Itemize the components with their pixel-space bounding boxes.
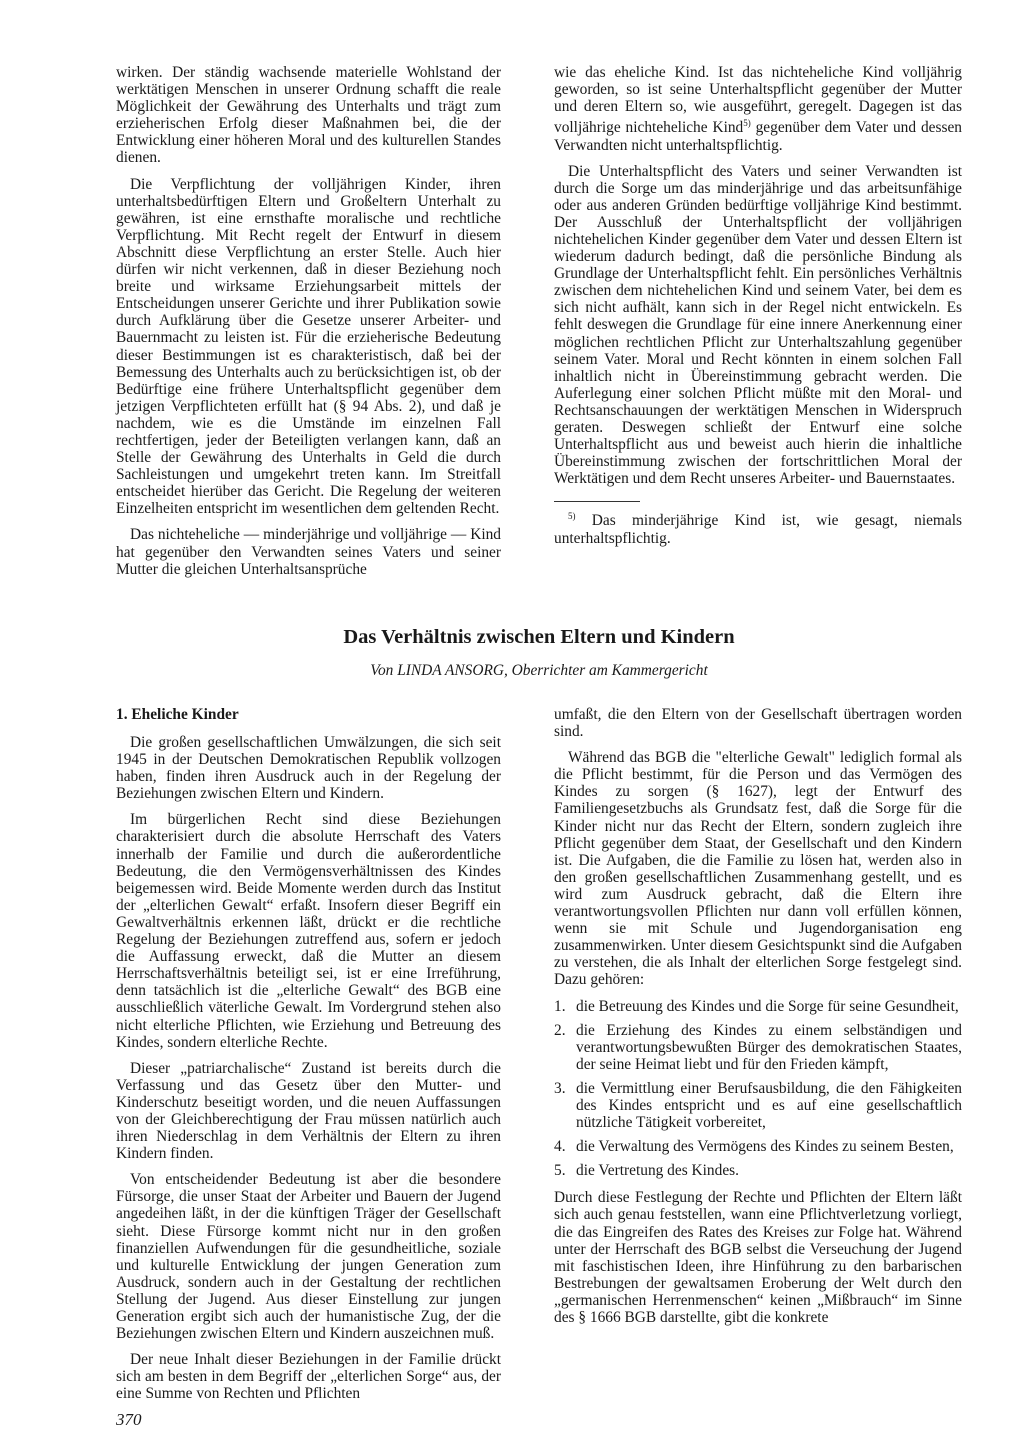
page-number: 370	[116, 1410, 142, 1429]
body-paragraph: wirken. Der ständig wachsende materielle Wohlstand der werktätigen Menschen in unserer Ordnung schafft die reale Möglichkeit der Gewährung des Unterhalts und trägt zum erzieherischen Erfolg dieser Maßnahmen bei, die der Entwicklung einer höheren Moral und des kulturellen Standes dienen.	[116, 64, 501, 167]
body-paragraph: Die großen gesellschaftlichen Umwälzungen, die sich seit 1945 in der Deutschen Demokratischen Republik vollzogen haben, finden ihren Ausdruck auch in der Regelung der Beziehungen zwischen Eltern und Kindern.	[116, 734, 501, 803]
footnote-mark: 5)	[568, 511, 576, 522]
list-item	[554, 1080, 962, 1131]
body-paragraph: Die Verpflichtung der volljährigen Kinder, ihren unterhaltsbedürftigen Eltern und Großeltern Unterhalt zu gewähren, ist eine ernsthafte moralische und rechtliche Verpflichtung. Mit Recht regelt der Entwurf in diesem Abschnitt diese Verpflichtung an erster Stelle. Auch hier dürfen wir nicht verkennen, daß in dieser Beziehung noch breite und wirksame Erziehungsarbeit mittels der Entscheidungen unserer Gerichte und ihrer Publikation sowie durch Aufklärung über die Gesetze unserer Arbeiter- und Bauernmacht zu leisten ist. Für die erzieherische Bedeutung dieser Bestimmungen ist es charakteristisch, daß bei der Bemessung des Unterhalts auch zu berücksichtigen ist, ob der Bedürftige eine frühere Unterhaltspflicht gegenüber dem jetzigen Verpflichteten erfüllt hat (§ 94 Abs. 2), und daß je nachdem, wie es die Umstände im einzelnen Fall rechtfertigen, jeder der Beteiligten verlangen kann, daß an Stelle der Gewährung des Unterhalts in Geld die durch Sachleistungen und umgekehrt treten kann. Im Streitfall entscheidet hierüber das Gericht. Die Regelung der weiteren Einzelheiten entspricht im wesentlichen dem geltenden Recht.	[116, 175, 501, 518]
footnote-text: Das minderjährige Kind ist, wie gesagt, niemals unterhaltspflichtig.	[554, 512, 962, 547]
duties-list	[554, 998, 962, 1180]
footnote-reference: 5)	[743, 118, 751, 129]
body-paragraph	[554, 64, 962, 154]
text-run: wie das eheliche Kind. Ist das nichteheliche Kind volljährig geworden, so ist seine Unterhaltspflicht gegenüber der Mutter und deren Eltern so, wie ausgeführt, geregelt. Dagegen ist das volljährige nichteheliche Kind	[554, 64, 962, 137]
body-paragraph: Durch diese Festlegung der Rechte und Pflichten der Eltern läßt sich auch genau feststellen, wann eine Pflichtverletzung vorliegt, die das Eingreifen des Rates des Kreises zur Folge hat. Während unter der Herrschaft des BGB selbst die Verseuchung der Jugend mit faschistischen Ideen, ihre Hinführung zu den barbarischen Bestrebungen der gewaltsamen Eroberung der Welt durch den „germanischen Herrenmenschen“ keinen „Mißbrauch“ im Sinne des § 1666 BGB darstellte, gibt die konkrete	[554, 1189, 962, 1326]
list-item	[554, 1022, 962, 1073]
list-text: die Verwaltung des Vermögens des Kindes zu seinem Besten,	[576, 1138, 954, 1156]
list-item	[554, 1162, 962, 1179]
list-text: die Vermittlung einer Berufsausbildung, die den Fähigkeiten des Kindes entspricht und es auf eine gesellschaftlich nützliche Tätigkeit vorbereitet,	[576, 1079, 962, 1132]
body-paragraph: Die Unterhaltspflicht des Vaters und seiner Verwandten ist durch die Sorge um das minderjährige und das arbeitsunfähige oder aus anderen Gründen bedürftige volljährige Kind bestimmt. Der Ausschluß der Unterhaltspflicht der volljährigen nichtehelichen Kinder gegenüber dem Vater und dessen Eltern ist wiederum dadurch bedingt, daß die persönliche Bindung als Grundlage der Unterhaltspflicht fehlt. Ein persönliches Verhältnis zwischen dem nichtehelichen Kind und seinem Vater, bei dem es sich nicht aufhält, kann sich in der Regel nicht entwickeln. Es fehlt deswegen die Grundlage für eine innere Anerkennung einer möglichen rechtlichen Pflicht zur Unterhaltszahlung gegenüber seinem Vater. Moral und Recht könnten in einem solchen Fall inhaltlich nicht in Übereinstimmung gebracht werden. Die Auferlegung einer solchen Pflicht müßte mit den Moral- und Rechtsanschauungen der werktätigen Menschen in Widerspruch geraten. Deswegen schließt der Entwurf eine solche Unterhaltspflicht aus und beweist auch hierin die inhaltliche Übereinstimmung zwischen der fortschrittlichen Moral der Werktätigen und dem Recht unseres Arbeiter- und Bauernstaates.	[554, 162, 962, 488]
list-item	[554, 1138, 962, 1155]
list-item	[554, 998, 962, 1015]
bottom-left-column	[116, 706, 501, 1411]
article-byline: Von LINDA ANSORG, Oberrichter am Kammergericht	[370, 662, 708, 679]
body-paragraph: Der neue Inhalt dieser Beziehungen in der Familie drückt sich am besten in dem Begriff der „elterlichen Sorge“ aus, der eine Summe von Rechten und Pflichten	[116, 1351, 501, 1403]
body-paragraph: Das nichteheliche — minderjährige und volljährige — Kind hat gegenüber den Verwandten seines Vaters und seiner Mutter die gleichen Unterhaltsansprüche	[116, 526, 501, 578]
list-number: 3.	[554, 1079, 566, 1097]
body-paragraph: Von entscheidender Bedeutung ist aber die besondere Fürsorge, die unser Staat der Arbeiter und Bauern der Jugend angedeihen läßt, in der die künftigen Träger der Gesellschaft sieht. Diese Fürsorge kommt nicht nur in den großen finanziellen Aufwendungen für die gesundheitliche, soziale und kulturelle Entwicklung der jungen Generation zum Ausdruck, sondern auch in der Gestaltung der rechtlichen Stellung der Jugend. Aus dieser Einstellung zur jungen Generation ergibt sich auch der humanistische Zug, der die Beziehungen zwischen Eltern und Kindern auszeichnen muß.	[116, 1171, 501, 1343]
bottom-right-column	[554, 706, 962, 1335]
article-title: Das Verhältnis zwischen Eltern und Kindern	[343, 626, 735, 648]
list-number: 5.	[554, 1162, 566, 1180]
top-right-column	[554, 64, 962, 556]
list-number: 4.	[554, 1138, 566, 1156]
list-text: die Vertretung des Kindes.	[576, 1162, 739, 1180]
section-heading: 1. Eheliche Kinder	[116, 706, 239, 723]
body-paragraph: Dieser „patriarchalische“ Zustand ist bereits durch die Verfassung und das Gesetz über den Mutter- und Kinderschutz beseitigt worden, und die neuen Auffassungen von der Gleichberechtigung der Frau müssen natürlich auch ihren Niederschlag in dem Verhältnis der Eltern zu ihren Kindern finden.	[116, 1059, 501, 1163]
body-paragraph: Während das BGB die "elterliche Gewalt" lediglich formal als die Pflicht bestimmt, für die Person und das Vermögen des Kindes zu sorgen (§ 1627), legt der Entwurf des Familiengesetzbuchs als Grundsatz fest, daß die Sorge für die Kinder nicht nur das Recht der Eltern, sondern zugleich ihre Pflicht gegenüber dem Staat, der Gesellschaft und den Kindern ist. Die Aufgaben, die die Familie zu lösen hat, werden also in den großen gesellschaftlichen Zusammenhang gestellt, und es wird zum Ausdruck gebracht, daß die Eltern ihre verantwortungsvollen Pflichten nur dann voll erfüllen können, wenn sie mit Schule und Jugendorganisation eng zusammenwirken. Unter diesem Gesichtspunkt sind die Aufgaben zu verstehen, die als Inhalt der elterlichen Sorge festgelegt sind. Dazu gehören:	[554, 749, 962, 989]
text-run: gegenüber dem Vater und dessen Verwandten nicht unterhaltspflichtig.	[554, 119, 962, 154]
list-text: die Betreuung des Kindes und die Sorge für seine Gesundheit,	[576, 997, 959, 1015]
top-left-column	[116, 64, 501, 587]
footnote	[554, 508, 962, 546]
list-number: 1.	[554, 997, 566, 1015]
list-text: die Erziehung des Kindes zu einem selbständigen und verantwortungsbewußten Bürger des demokratischen Staates, der seine Heimat liebt und für den Frieden kämpft,	[576, 1021, 962, 1073]
body-paragraph: Im bürgerlichen Recht sind diese Beziehungen charakterisiert durch die absolute Herrschaft des Vaters innerhalb der Familie und durch die außerordentliche Bedeutung, die den Vermögensverhältnissen des Kindes beigemessen wird. Beide Momente werden durch das Institut der „elterlichen Gewalt“ erfaßt. Insofern dieser Begriff ein Gewaltverhältnis erkennen läßt, drückt er die rechtliche Regelung der Beziehungen zutreffend aus, sofern er jedoch die Auffassung erweckt, daß die Mutter an diesem Herrschaftsverhältnis beteiligt sei, ist er eine Irreführung, denn tatsächlich ist die „elterliche Gewalt“ des BGB eine ausschließlich väterliche Gewalt. Im Vordergrund stehen also nicht elterliche Pflichten, wie Erziehung und Betreuung des Kindes, sondern elterliche Rechte.	[116, 811, 501, 1051]
footnote-divider	[554, 501, 640, 502]
list-number: 2.	[554, 1021, 566, 1039]
body-paragraph: umfaßt, die den Eltern von der Gesellschaft übertragen worden sind.	[554, 706, 962, 741]
